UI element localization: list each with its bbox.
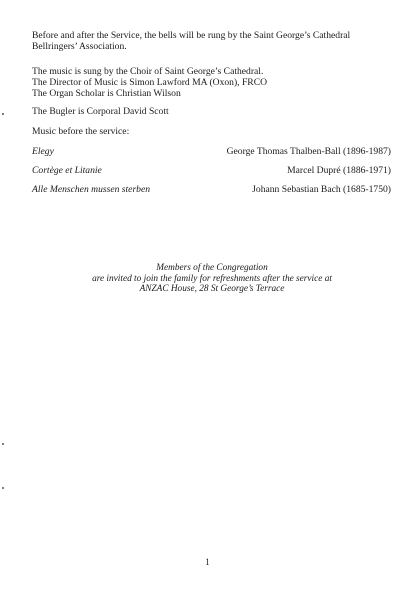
bells-line-2: Bellringers’ Association.	[32, 41, 127, 52]
invitation-block	[32, 263, 392, 295]
piece-title: Alle Menschen mussen sterben	[32, 184, 151, 195]
bugler-line: The Bugler is Corporal David Scott	[32, 106, 169, 117]
piece-composer: George Thomas Thalben-Ball (1896-1987)	[226, 146, 391, 157]
invitation-line-1: Members of the Congregation	[156, 263, 268, 273]
bugler-paragraph	[32, 106, 392, 117]
piece-title: Cortège et Litanie	[32, 165, 102, 176]
piece-composer: Johann Sebastian Bach (1685-1750)	[252, 184, 391, 195]
margin-mark	[2, 443, 4, 445]
bells-line-1: Before and after the Service, the bells will be rung by the Saint George’s Cathedral	[32, 30, 351, 41]
invitation-line-3: ANZAC House, 28 St George’s Terrace	[139, 284, 285, 295]
invitation-line-2: are invited to join the family for refreshments after the service at	[92, 273, 332, 284]
piece-title: Elegy	[32, 146, 54, 157]
organ-scholar-line: The Organ Scholar is Christian Wilson	[32, 88, 181, 99]
director-line: The Director of Music is Simon Lawford MA (Oxon), FRCO	[32, 77, 268, 88]
music-before-heading	[32, 126, 392, 137]
music-piece-row	[32, 165, 391, 177]
bells-paragraph	[32, 30, 392, 52]
music-piece-row	[32, 184, 391, 196]
music-before-heading-text: Music before the service:	[32, 126, 130, 137]
margin-mark	[2, 487, 4, 489]
margin-mark	[2, 113, 4, 115]
music-piece-row	[32, 146, 391, 158]
music-credits-paragraph	[32, 66, 392, 99]
choir-line: The music is sung by the Choir of Saint George’s Cathedral.	[32, 66, 264, 77]
piece-composer: Marcel Dupré (1886-1971)	[287, 165, 391, 176]
page-number: 1	[205, 557, 210, 567]
